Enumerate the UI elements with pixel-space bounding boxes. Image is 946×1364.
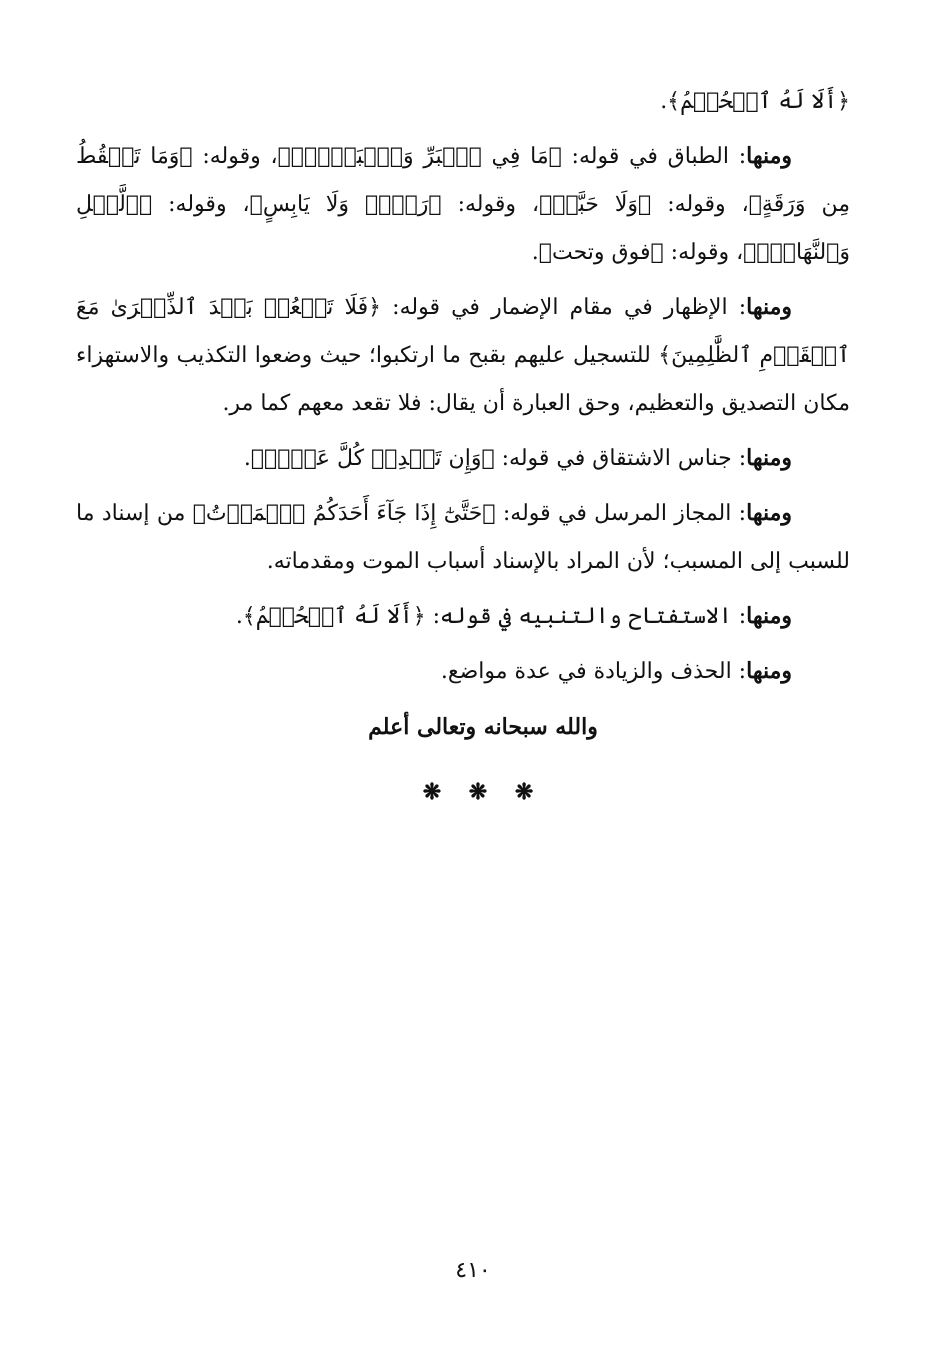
paragraph-text: : الإظهار في مقام الإضمار في قوله: ﴿فَلَا تَقۡعُدۡ بَعۡدَ ٱلذِّكۡرَىٰ مَعَ ٱلۡقَوۡمِ ٱلظَّٰلِمِينَ﴾ للتسجيل عليهم بقبح ما ارتكبوا؛ حيث وضعوا التكذيب والاستهزاء مكان التصديق والتعظيم، وحق العبارة أن يقال: فلا تقعد معهم كما مر.: [76, 295, 850, 416]
closing-formula: والله سبحانه وتعالى أعلم: [368, 714, 598, 740]
section-separator: ❋ ❋ ❋: [422, 779, 544, 805]
paragraph-keyword: ومنها: [746, 143, 793, 169]
paragraph-text: : جناس الاشتقاق في قوله: ﴿وَإِن تَعۡدِلۡ كُلَّ عَدۡلٖ﴾.: [243, 446, 747, 471]
paragraph-keyword: ومنها: [746, 445, 792, 471]
paragraph-keyword: ومنها: [746, 500, 792, 526]
paragraph-jinas: [76, 434, 850, 483]
paragraph-text: : الاستفتاح والتنبيه في قوله: ﴿أَلَا لَهُ ٱلۡحُكۡمُ﴾.: [235, 604, 747, 629]
paragraph-text: : المجاز المرسل في قوله: ﴿حَتَّىٰٓ إِذَا جَآءَ أَحَدَكُمُ ٱلۡمَوۡتُ﴾ من إسناد ما للسبب إلى المسبب؛ لأن المراد بالإسناد أسباب الموت ومقدماته.: [76, 501, 850, 574]
paragraph-text: : الطباق في قوله: ﴿مَا فِي ٱلۡبَرِّ وَٱلۡبَحۡرِۚ﴾، وقوله: ﴿وَمَا تَسۡقُطُ مِن وَرَقَةٍ﴾، وقوله: ﴿وَلَا حَبَّةٖ﴾، وقوله: ﴿رَطۡبٖ وَلَا يَابِسٍ﴾، وقوله: ﴿ٱلَّيۡلِ وَٱلنَّهَارِۚ﴾، وقوله: ﴿فوق وتحت﴾.: [76, 144, 850, 265]
opening-line: ﴿أَلَا لَهُ ٱلۡحُكۡمُ﴾.: [660, 89, 850, 114]
page-number: ٤١٠: [455, 1258, 491, 1283]
paragraph-keyword: ومنها: [746, 294, 792, 320]
paragraph-text: : الحذف والزيادة في عدة مواضع.: [440, 659, 747, 684]
paragraph-istiftah: [76, 592, 850, 641]
page-body: [76, 78, 850, 1278]
paragraph-tibaq: [76, 132, 850, 277]
paragraph-izhar: [76, 283, 850, 428]
paragraph-majaz: [76, 489, 850, 586]
paragraph-hadhf: [76, 647, 850, 696]
paragraph-keyword: ومنها: [746, 603, 792, 629]
paragraph-keyword: ومنها: [746, 658, 792, 684]
